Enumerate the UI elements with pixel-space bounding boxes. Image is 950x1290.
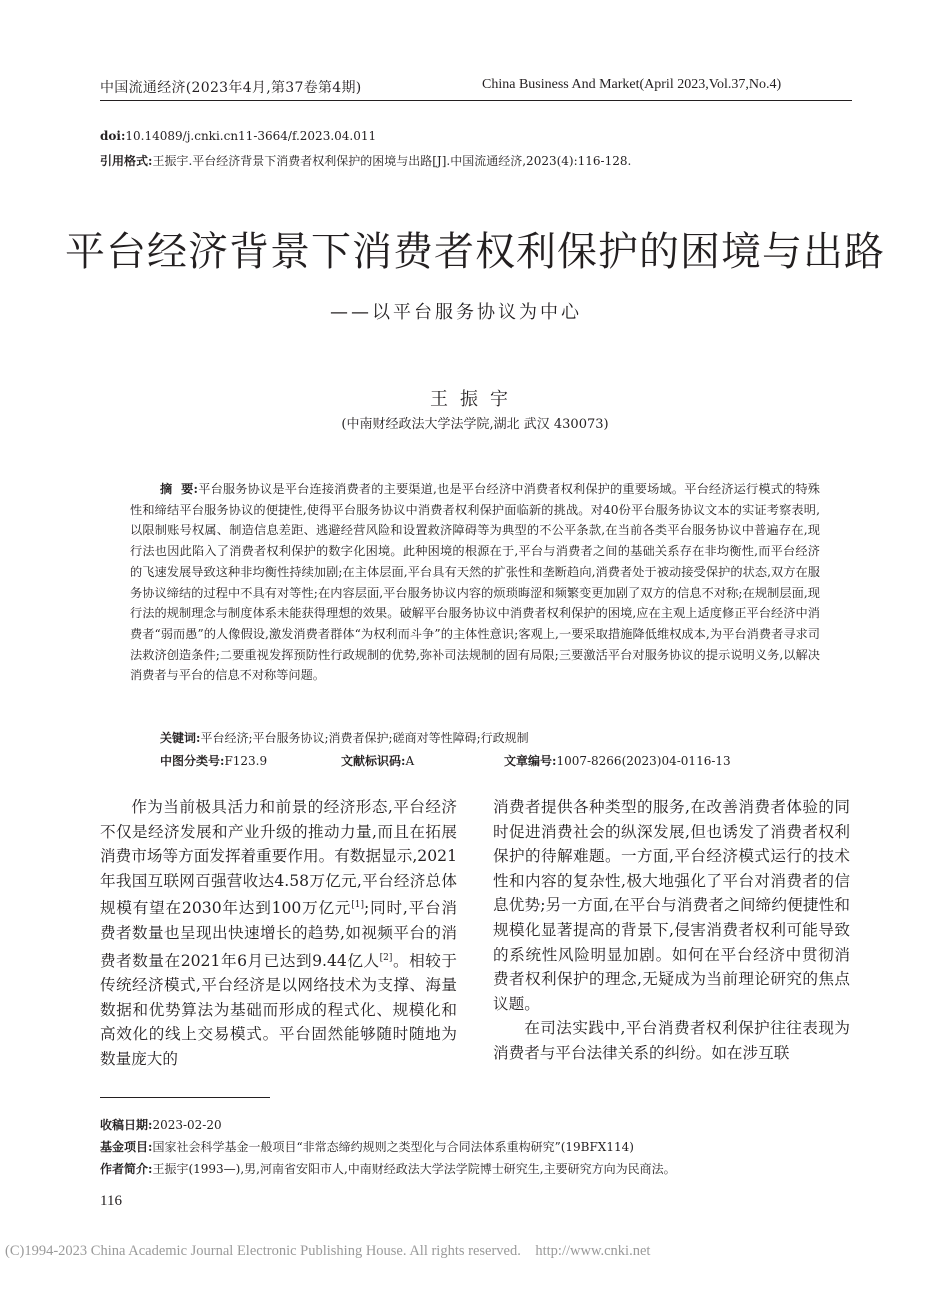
document-code (341, 752, 414, 769)
body-paragraph (100, 795, 457, 1072)
clc-value: F123.9 (224, 754, 268, 768)
clc-number (160, 752, 267, 769)
keywords-label: 关键词: (160, 731, 201, 745)
doi-value[interactable]: 10.14089/j.cnki.cn11-3664/f.2023.04.011 (125, 129, 377, 143)
body-paragraph: 在司法实践中,平台消费者权利保护往往表现为消费者与平台法律关系的纠纷。如在涉互联 (493, 1019, 850, 1062)
author-name: 王振宇 (430, 389, 520, 410)
reference-1[interactable]: [1] (351, 900, 365, 911)
citation-label: 引用格式: (100, 154, 153, 168)
article-number (504, 752, 731, 769)
doi-label: doi: (100, 129, 126, 143)
body-text: ;同时,平台消费者数量也呈现出快速增长的趋势,如视频平台的消费者数量在2021年6月已达到9.44亿人 (100, 899, 457, 970)
article-no-label: 文章编号: (504, 754, 557, 768)
body-left-column (100, 795, 457, 1072)
page-number: 116 (100, 1193, 122, 1209)
body-text: 作为当前极具活力和前景的经济形态,平台经济不仅是经济发展和产业升级的推动力量,而且在拓展消费市场等方面发挥着重要作用。有数据显示,2021年我国互联网百强营收达4.58万亿元,平台经济总体规模有望在2030年达到100万亿元 (100, 798, 457, 918)
received-value: 2023-02-20 (152, 1118, 222, 1132)
abstract (130, 479, 820, 686)
abstract-text: 平台服务协议是平台连接消费者的主要渠道,也是平台经济中消费者权利保护的重要场域。平台经济运行模式的特殊性和缔结平台服务协议的便捷性,使得平台服务协议中消费者权利保护面临新的挑战。对40份平台服务协议文本的实证考察表明,以限制账号权属、制造信息差距、逃避经营风险和设置救济障碍等为典型的不公平条款,在当前各类平台服务协议中普遍存在,现行法也因此陷入了消费者权利保护的数字化困境。此种困境的根源在于,平台与消费者之间的基础关系存在非均衡性,而平台经济的飞速发展导致这种非均衡性持续加剧;在主体层面,平台具有天然的扩张性和垄断趋向,消费者处于被动接受保护的状态,双方在服务协议缔结的过程中不具有对等性;在内容层面,平台服务协议内容的烦琐晦涩和频繁变更加剧了双方的信息不对称;在规制层面,现行法的规制理念与制度体系未能获得理想的效果。破解平台服务协议中消费者权利保护的困境,应在主观上适度修正平台经济中消费者“弱而愚”的人像假设,激发消费者群体“为权利而斗争”的主体性意识;客观上,一要采取措施降低维权成本,为平台消费者寻求司法救济创造条件;二要重视发挥预防性行政规制的优势,弥补司法规制的固有局限;三要激活平台对服务协议的提示说明义务,以解决消费者与平台的信息不对称等问题。 (130, 482, 820, 683)
keywords-text: 平台经济;平台服务协议;消费者保护;磋商对等性障碍;行政规制 (200, 731, 529, 745)
citation-line (100, 152, 631, 169)
author-affiliation: (中南财经政法大学法学院,湖北 武汉 430073) (341, 417, 609, 432)
body-text: 。相较于传统经济模式,平台经济是以网络技术为支撑、海量数据和优势算法为基础而形成的程式化、规模化和高效化的线上交易模式。平台固然能够随时随地为数量庞大的 (100, 951, 457, 1068)
fund-project (100, 1138, 634, 1155)
author-bio (100, 1160, 676, 1177)
article-subtitle: ——以平台服务协议为中心 (330, 302, 582, 323)
article-title: 平台经济背景下消费者权利保护的困境与出路 (65, 229, 885, 275)
citation-text: 王振宇.平台经济背景下消费者权利保护的困境与出路[J].中国流通经济,2023(4):116-128. (152, 154, 632, 168)
abstract-label: 摘 要: (160, 482, 199, 496)
received-date (100, 1116, 222, 1133)
body-paragraph: 消费者提供各种类型的服务,在改善消费者体验的同时促进消费社会的纵深发展,但也诱发了消费者权利保护的待解难题。一方面,平台经济模式运行的技术性和内容的复杂性,极大地强化了平台对消费者的信息优势;另一方面,在平台与消费者之间缔约便捷性和规模化显著提高的背景下,侵害消费者权利可能导致的系统性风险明显加剧。如何在平台经济中贯彻消费者权利保护的理念,无疑成为当前理论研究的焦点议题。 (493, 798, 850, 1013)
copyright-watermark: (C)1994-2023 China Academic Journal Electronic Publishing House. All rights reserved. http://www.cnki.net (5, 1243, 651, 1259)
clc-label: 中图分类号: (160, 754, 225, 768)
doc-code-label: 文献标识码: (341, 754, 406, 768)
journal-header-cn: 中国流通经济(2023年4月,第37卷第4期) (100, 80, 362, 96)
fund-label: 基金项目: (100, 1140, 153, 1154)
header-divider (100, 100, 852, 101)
bio-value: 王振宇(1993—),男,河南省安阳市人,中南财经政法大学法学院博士研究生,主要研究方向为民商法。 (152, 1162, 676, 1176)
reference-2[interactable]: [2] (379, 952, 393, 963)
article-no-value: 1007-8266(2023)04-0116-13 (556, 754, 731, 768)
received-label: 收稿日期: (100, 1118, 153, 1132)
body-right-column (493, 795, 850, 1066)
doc-code-value: A (405, 754, 415, 768)
footnote-divider (100, 1097, 270, 1098)
fund-value: 国家社会科学基金一般项目“非常态缔约规则之类型化与合同法体系重构研究”(19BFX114) (152, 1140, 634, 1154)
keywords (160, 729, 529, 746)
bio-label: 作者简介: (100, 1162, 153, 1176)
doi-line (100, 129, 376, 143)
journal-header-en: China Business And Market(April 2023,Vol.37,No.4) (482, 77, 782, 92)
